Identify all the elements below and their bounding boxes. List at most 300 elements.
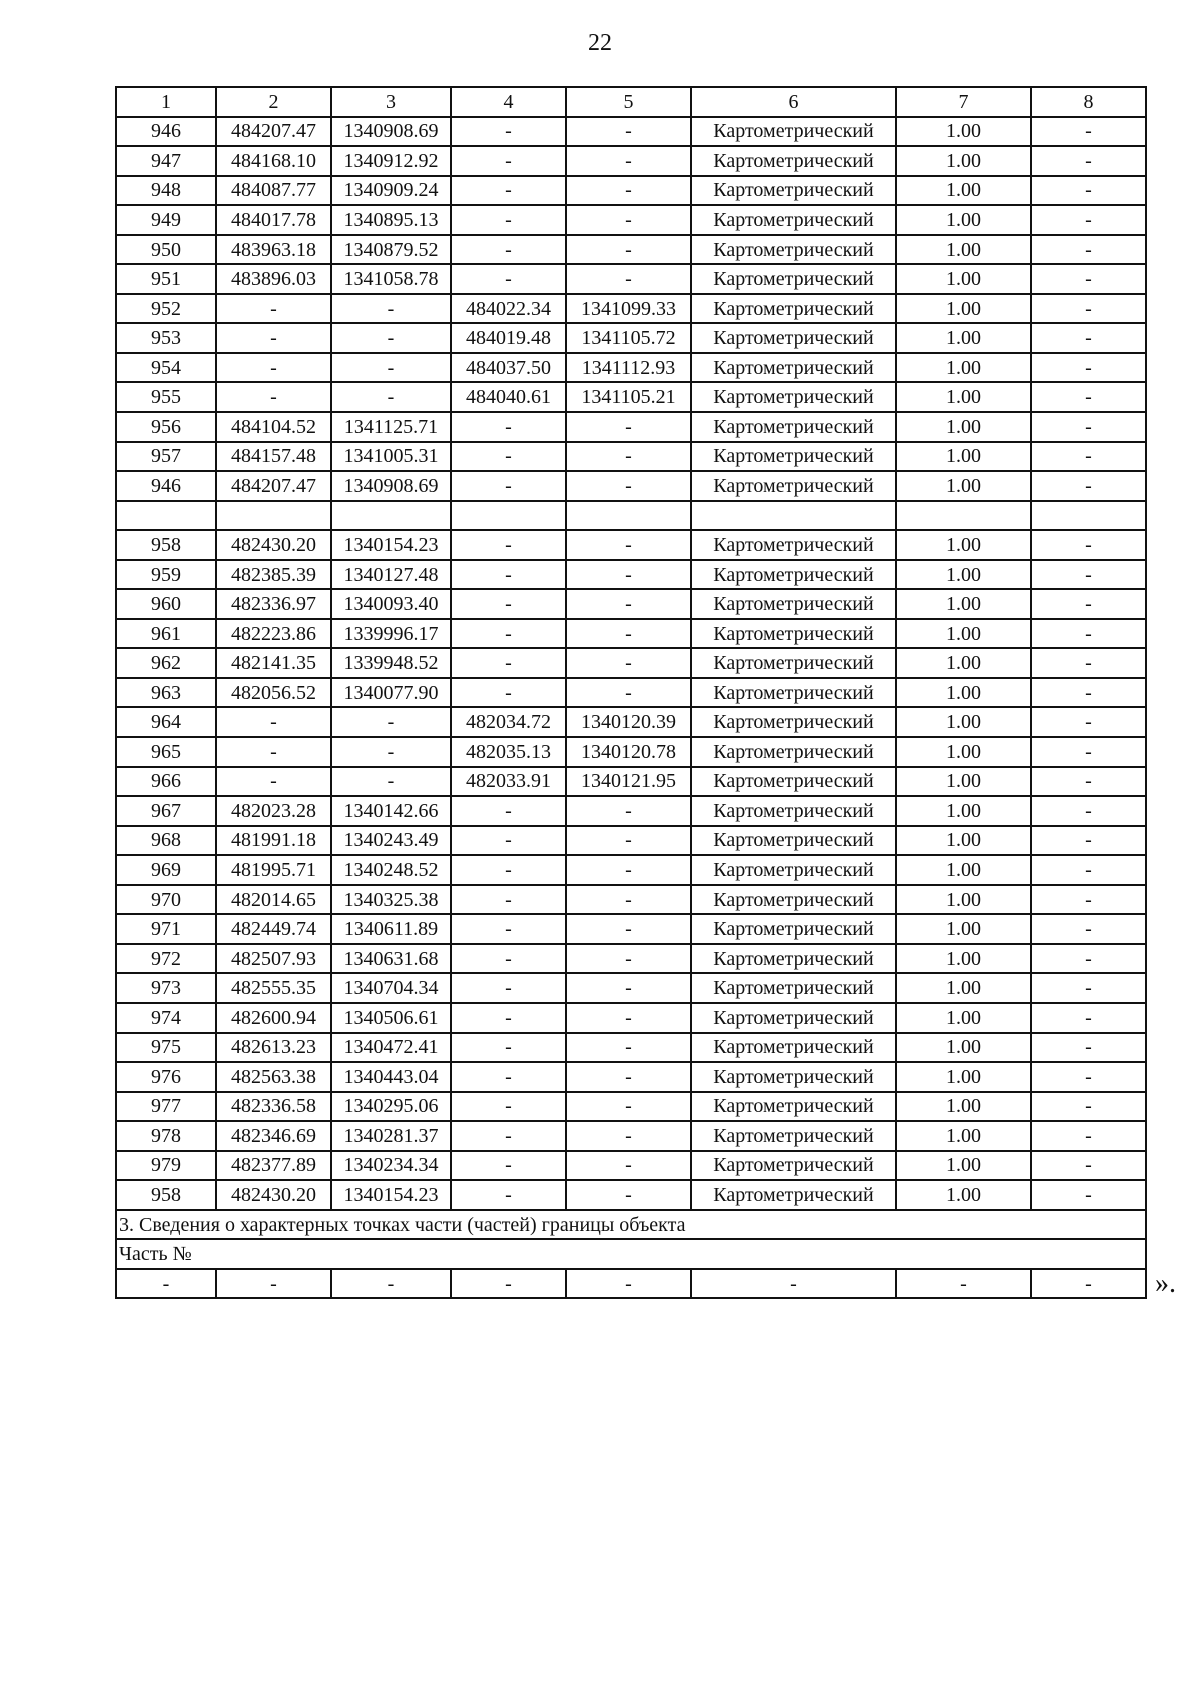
table-cell: 958 — [116, 530, 216, 560]
table-cell: 1340325.38 — [331, 885, 451, 915]
table-cell: 1.00 — [896, 678, 1031, 708]
table-cell: 484157.48 — [216, 442, 331, 472]
table-cell: 1.00 — [896, 619, 1031, 649]
table-row — [116, 1033, 1146, 1063]
table-cell: 482023.28 — [216, 796, 331, 826]
table-cell: - — [451, 442, 566, 472]
table-cell: - — [566, 826, 691, 856]
table-cell: 482430.20 — [216, 530, 331, 560]
table-cell: 946 — [116, 117, 216, 147]
coordinates-table — [115, 86, 1147, 1299]
table-cell: - — [1031, 678, 1146, 708]
table-cell: 957 — [116, 442, 216, 472]
table-cell: Картометрический — [691, 589, 896, 619]
table-cell: Картометрический — [691, 944, 896, 974]
section-title-row — [116, 1210, 1146, 1240]
table-cell: - — [451, 412, 566, 442]
table-cell: 1.00 — [896, 560, 1031, 590]
table-cell: 1340142.66 — [331, 796, 451, 826]
table-row — [116, 176, 1146, 206]
table-cell: 482033.91 — [451, 767, 566, 797]
table-cell: - — [1031, 412, 1146, 442]
table-cell: 1341099.33 — [566, 294, 691, 324]
table-cell: 1.00 — [896, 707, 1031, 737]
table-cell: - — [216, 323, 331, 353]
table-cell: Картометрический — [691, 885, 896, 915]
table-cell: - — [1031, 737, 1146, 767]
table-cell: Картометрический — [691, 1033, 896, 1063]
table-cell: 5 — [566, 87, 691, 117]
table-cell: 1.00 — [896, 382, 1031, 412]
table-cell: - — [1031, 530, 1146, 560]
table-cell: 482430.20 — [216, 1180, 331, 1210]
table-cell: 1340120.78 — [566, 737, 691, 767]
table-row — [116, 353, 1146, 383]
table-cell: - — [896, 1269, 1031, 1299]
table-cell: 484207.47 — [216, 117, 331, 147]
table-cell: 1341005.31 — [331, 442, 451, 472]
table-cell: 953 — [116, 323, 216, 353]
table-cell: 961 — [116, 619, 216, 649]
table-cell: 1.00 — [896, 885, 1031, 915]
table-cell: - — [566, 1269, 691, 1299]
table-cell: - — [331, 1269, 451, 1299]
table-row — [116, 1092, 1146, 1122]
table-cell: 1.00 — [896, 796, 1031, 826]
table-cell: Картометрический — [691, 560, 896, 590]
table-cell: 1340295.06 — [331, 1092, 451, 1122]
part-label-row-cell: Часть № — [116, 1239, 1146, 1269]
table-cell: - — [1031, 973, 1146, 1003]
table-cell: 955 — [116, 382, 216, 412]
table-cell: - — [216, 737, 331, 767]
table-row — [116, 648, 1146, 678]
table-cell: - — [451, 678, 566, 708]
table-cell: - — [566, 678, 691, 708]
table-cell: 3 — [331, 87, 451, 117]
table-cell: - — [1031, 796, 1146, 826]
table-cell: - — [451, 176, 566, 206]
table-row — [116, 1003, 1146, 1033]
table-row — [116, 382, 1146, 412]
empty-cell — [216, 501, 331, 531]
table-cell: 1340154.23 — [331, 530, 451, 560]
table-cell: - — [566, 1033, 691, 1063]
table-cell: Картометрический — [691, 117, 896, 147]
table-cell: 482034.72 — [451, 707, 566, 737]
table-row — [116, 973, 1146, 1003]
table-cell: - — [331, 737, 451, 767]
table-cell: - — [451, 589, 566, 619]
table-row — [116, 796, 1146, 826]
table-cell: Картометрический — [691, 1003, 896, 1033]
table-row — [116, 117, 1146, 147]
table-cell: - — [1031, 382, 1146, 412]
table-cell: - — [566, 205, 691, 235]
table-cell: - — [1031, 146, 1146, 176]
table-cell: 482613.23 — [216, 1033, 331, 1063]
table-cell: - — [1031, 205, 1146, 235]
table-cell: 1340077.90 — [331, 678, 451, 708]
table-cell: 484017.78 — [216, 205, 331, 235]
table-cell: 482507.93 — [216, 944, 331, 974]
table-row — [116, 619, 1146, 649]
table-cell: 1.00 — [896, 767, 1031, 797]
table-cell: - — [331, 707, 451, 737]
table-cell: - — [566, 1180, 691, 1210]
table-cell: 962 — [116, 648, 216, 678]
empty-cell — [451, 501, 566, 531]
table-cell: 964 — [116, 707, 216, 737]
table-cell: 1.00 — [896, 176, 1031, 206]
table-cell: 1.00 — [896, 323, 1031, 353]
table-cell: 481995.71 — [216, 855, 331, 885]
table-cell: 482555.35 — [216, 973, 331, 1003]
table-cell: - — [451, 1151, 566, 1181]
table-cell: - — [1031, 442, 1146, 472]
table-cell: - — [451, 973, 566, 1003]
table-cell: - — [566, 944, 691, 974]
table-cell: 951 — [116, 264, 216, 294]
table-cell: - — [451, 944, 566, 974]
separator-row — [116, 501, 1146, 531]
table-row — [116, 1151, 1146, 1181]
table-cell: 1339996.17 — [331, 619, 451, 649]
table-cell: 1340611.89 — [331, 914, 451, 944]
table-cell: - — [451, 117, 566, 147]
table-cell: Картометрический — [691, 648, 896, 678]
table-row — [116, 826, 1146, 856]
table-cell: 7 — [896, 87, 1031, 117]
table-cell: - — [566, 1092, 691, 1122]
table-cell: 481991.18 — [216, 826, 331, 856]
table-cell: - — [451, 471, 566, 501]
table-cell: - — [1031, 176, 1146, 206]
table-cell: - — [216, 707, 331, 737]
table-cell: - — [1031, 944, 1146, 974]
table-cell: 975 — [116, 1033, 216, 1063]
table-cell: 482035.13 — [451, 737, 566, 767]
table-cell: 1.00 — [896, 146, 1031, 176]
table-row — [116, 737, 1146, 767]
table-cell: Картометрический — [691, 767, 896, 797]
table-cell: 974 — [116, 1003, 216, 1033]
table-cell: - — [116, 1269, 216, 1299]
table-cell: 482449.74 — [216, 914, 331, 944]
table-cell: Картометрический — [691, 973, 896, 1003]
table-cell: 970 — [116, 885, 216, 915]
table-cell: - — [691, 1269, 896, 1299]
table-cell: Картометрический — [691, 294, 896, 324]
table-cell: 483896.03 — [216, 264, 331, 294]
table-cell: 1340248.52 — [331, 855, 451, 885]
table-cell: Картометрический — [691, 707, 896, 737]
part-label-row — [116, 1239, 1146, 1269]
table-cell: 482385.39 — [216, 560, 331, 590]
table-cell: Картометрический — [691, 235, 896, 265]
table-cell: Картометрический — [691, 1092, 896, 1122]
table-cell: - — [1031, 619, 1146, 649]
table-cell: 1340443.04 — [331, 1062, 451, 1092]
table-cell: 1.00 — [896, 973, 1031, 1003]
table-cell: 1340895.13 — [331, 205, 451, 235]
table-cell: 1.00 — [896, 1003, 1031, 1033]
table-cell: 484207.47 — [216, 471, 331, 501]
table-cell: - — [216, 353, 331, 383]
table-cell: - — [331, 323, 451, 353]
empty-cell — [1031, 501, 1146, 531]
table-cell: - — [451, 1269, 566, 1299]
table-cell: 1340093.40 — [331, 589, 451, 619]
table-cell: 1.00 — [896, 914, 1031, 944]
table-cell: 1.00 — [896, 442, 1031, 472]
table-cell: Картометрический — [691, 412, 896, 442]
table-row — [116, 264, 1146, 294]
table-cell: - — [1031, 117, 1146, 147]
table-cell: Картометрический — [691, 619, 896, 649]
table-cell: - — [566, 796, 691, 826]
table-cell: - — [216, 294, 331, 324]
table-cell: 1340506.61 — [331, 1003, 451, 1033]
table-cell: 484168.10 — [216, 146, 331, 176]
table-row — [116, 707, 1146, 737]
table-cell: - — [566, 117, 691, 147]
table-cell: - — [1031, 914, 1146, 944]
table-cell: 967 — [116, 796, 216, 826]
table-cell: - — [451, 1121, 566, 1151]
table-cell: - — [1031, 353, 1146, 383]
table-cell: - — [1031, 294, 1146, 324]
table-cell: - — [566, 471, 691, 501]
table-row — [116, 855, 1146, 885]
table-cell: - — [1031, 885, 1146, 915]
table-cell: - — [451, 235, 566, 265]
table-cell: Картометрический — [691, 323, 896, 353]
table-cell: - — [216, 767, 331, 797]
table-cell: Картометрический — [691, 1151, 896, 1181]
table-cell: - — [566, 619, 691, 649]
table-cell: 1340631.68 — [331, 944, 451, 974]
table-cell: Картометрический — [691, 826, 896, 856]
table-cell: 1.00 — [896, 530, 1031, 560]
table-cell: 976 — [116, 1062, 216, 1092]
table-cell: 482336.58 — [216, 1092, 331, 1122]
table-cell: 1.00 — [896, 648, 1031, 678]
table-cell: - — [1031, 1180, 1146, 1210]
table-cell: - — [566, 589, 691, 619]
table-cell: 963 — [116, 678, 216, 708]
table-cell: - — [331, 767, 451, 797]
table-cell: 1.00 — [896, 589, 1031, 619]
table-row — [116, 235, 1146, 265]
table-cell: 1341105.72 — [566, 323, 691, 353]
table-cell: - — [1031, 767, 1146, 797]
table-cell: - — [1031, 707, 1146, 737]
table-cell: - — [451, 855, 566, 885]
table-cell: 1341112.93 — [566, 353, 691, 383]
table-cell: - — [566, 973, 691, 1003]
table-cell: 1.00 — [896, 1180, 1031, 1210]
empty-cell — [691, 501, 896, 531]
table-row — [116, 146, 1146, 176]
table-cell: 946 — [116, 471, 216, 501]
table-cell: 1 — [116, 87, 216, 117]
table-cell: - — [216, 382, 331, 412]
table-cell: 959 — [116, 560, 216, 590]
table-cell: 1.00 — [896, 737, 1031, 767]
table-cell: - — [451, 885, 566, 915]
table-cell: - — [331, 294, 451, 324]
table-cell: 966 — [116, 767, 216, 797]
table-cell: Картометрический — [691, 796, 896, 826]
table-cell: 968 — [116, 826, 216, 856]
table-cell: - — [1031, 589, 1146, 619]
table-cell: Картометрический — [691, 914, 896, 944]
table-cell: - — [1031, 1121, 1146, 1151]
table-cell: Картометрический — [691, 1062, 896, 1092]
table-cell: - — [566, 442, 691, 472]
table-cell: 8 — [1031, 87, 1146, 117]
table-row — [116, 589, 1146, 619]
table-cell: - — [1031, 323, 1146, 353]
table-cell: Картометрический — [691, 737, 896, 767]
table-cell: 1340120.39 — [566, 707, 691, 737]
table-cell: Картометрический — [691, 146, 896, 176]
table-cell: - — [451, 530, 566, 560]
empty-cell — [331, 501, 451, 531]
table-cell: 1340909.24 — [331, 176, 451, 206]
table-cell: 1339948.52 — [331, 648, 451, 678]
table-cell: - — [1031, 855, 1146, 885]
table-cell: Картометрический — [691, 530, 896, 560]
table-cell: Картометрический — [691, 1121, 896, 1151]
table-row — [116, 1269, 1146, 1299]
table-cell: 958 — [116, 1180, 216, 1210]
table-cell: 482014.65 — [216, 885, 331, 915]
table-cell: 6 — [691, 87, 896, 117]
table-cell: 1340908.69 — [331, 117, 451, 147]
table-cell: - — [451, 1092, 566, 1122]
table-cell: 1340704.34 — [331, 973, 451, 1003]
table-cell: 1.00 — [896, 1062, 1031, 1092]
table-cell: - — [1031, 648, 1146, 678]
table-cell: 1340879.52 — [331, 235, 451, 265]
table-cell: 482563.38 — [216, 1062, 331, 1092]
table-cell: 1.00 — [896, 1121, 1031, 1151]
table-cell: - — [331, 382, 451, 412]
table-cell: - — [451, 1062, 566, 1092]
table-cell: - — [451, 1033, 566, 1063]
table-cell: - — [566, 560, 691, 590]
table-cell: - — [1031, 264, 1146, 294]
table-cell: 972 — [116, 944, 216, 974]
table-cell: 1340127.48 — [331, 560, 451, 590]
table-row — [116, 1062, 1146, 1092]
table-cell: 482346.69 — [216, 1121, 331, 1151]
table-row — [116, 530, 1146, 560]
table-cell: 1340912.92 — [331, 146, 451, 176]
section-title-row-cell: 3. Сведения о характерных точках части (частей) границы объекта — [116, 1210, 1146, 1240]
table-cell: 482223.86 — [216, 619, 331, 649]
table-cell: - — [566, 1151, 691, 1181]
table-cell: - — [566, 648, 691, 678]
table-cell: 482056.52 — [216, 678, 331, 708]
table-cell: - — [566, 1121, 691, 1151]
table-cell: - — [451, 146, 566, 176]
table-cell: 947 — [116, 146, 216, 176]
table-cell: - — [566, 264, 691, 294]
table-cell: - — [566, 1062, 691, 1092]
table-cell: - — [1031, 235, 1146, 265]
table-cell: - — [1031, 1092, 1146, 1122]
table-cell: 484104.52 — [216, 412, 331, 442]
table-cell: 1.00 — [896, 826, 1031, 856]
table-cell: Картометрический — [691, 176, 896, 206]
table-cell: - — [451, 205, 566, 235]
empty-cell — [116, 501, 216, 531]
table-cell: 483963.18 — [216, 235, 331, 265]
table-cell: 1.00 — [896, 1033, 1031, 1063]
table-cell: 1.00 — [896, 294, 1031, 324]
table-row — [116, 678, 1146, 708]
table-cell: 1340121.95 — [566, 767, 691, 797]
table-row — [116, 560, 1146, 590]
table-cell: 956 — [116, 412, 216, 442]
table-cell: 482600.94 — [216, 1003, 331, 1033]
table-cell: - — [566, 146, 691, 176]
table-cell: Картометрический — [691, 678, 896, 708]
table-cell: 1341105.21 — [566, 382, 691, 412]
table-cell: - — [566, 914, 691, 944]
table-cell: - — [451, 619, 566, 649]
table-cell: 1.00 — [896, 117, 1031, 147]
table-cell: 4 — [451, 87, 566, 117]
table-cell: 1340281.37 — [331, 1121, 451, 1151]
table-cell: 1.00 — [896, 264, 1031, 294]
table-cell: 965 — [116, 737, 216, 767]
table-cell: 960 — [116, 589, 216, 619]
table-cell: 1340154.23 — [331, 1180, 451, 1210]
table-cell: 482336.97 — [216, 589, 331, 619]
table-cell: 1341125.71 — [331, 412, 451, 442]
table-cell: 1.00 — [896, 1151, 1031, 1181]
table-row — [116, 294, 1146, 324]
table-cell: 484087.77 — [216, 176, 331, 206]
table-cell: - — [451, 796, 566, 826]
table-cell: 1.00 — [896, 1092, 1031, 1122]
table-cell: - — [566, 855, 691, 885]
header-row — [116, 87, 1146, 117]
table-cell: - — [1031, 1062, 1146, 1092]
table-cell: 2 — [216, 87, 331, 117]
table-cell: - — [1031, 1151, 1146, 1181]
table-cell: - — [1031, 560, 1146, 590]
table-cell: Картометрический — [691, 353, 896, 383]
table-cell: 1340908.69 — [331, 471, 451, 501]
table-row — [116, 914, 1146, 944]
table-cell: 1340234.34 — [331, 1151, 451, 1181]
table-row — [116, 885, 1146, 915]
table-cell: - — [451, 560, 566, 590]
table-cell: 484019.48 — [451, 323, 566, 353]
table-row — [116, 1121, 1146, 1151]
table-cell: 484037.50 — [451, 353, 566, 383]
table-cell: - — [566, 176, 691, 206]
table-row — [116, 442, 1146, 472]
table-cell: 973 — [116, 973, 216, 1003]
table-cell: - — [566, 885, 691, 915]
table-cell: 482141.35 — [216, 648, 331, 678]
